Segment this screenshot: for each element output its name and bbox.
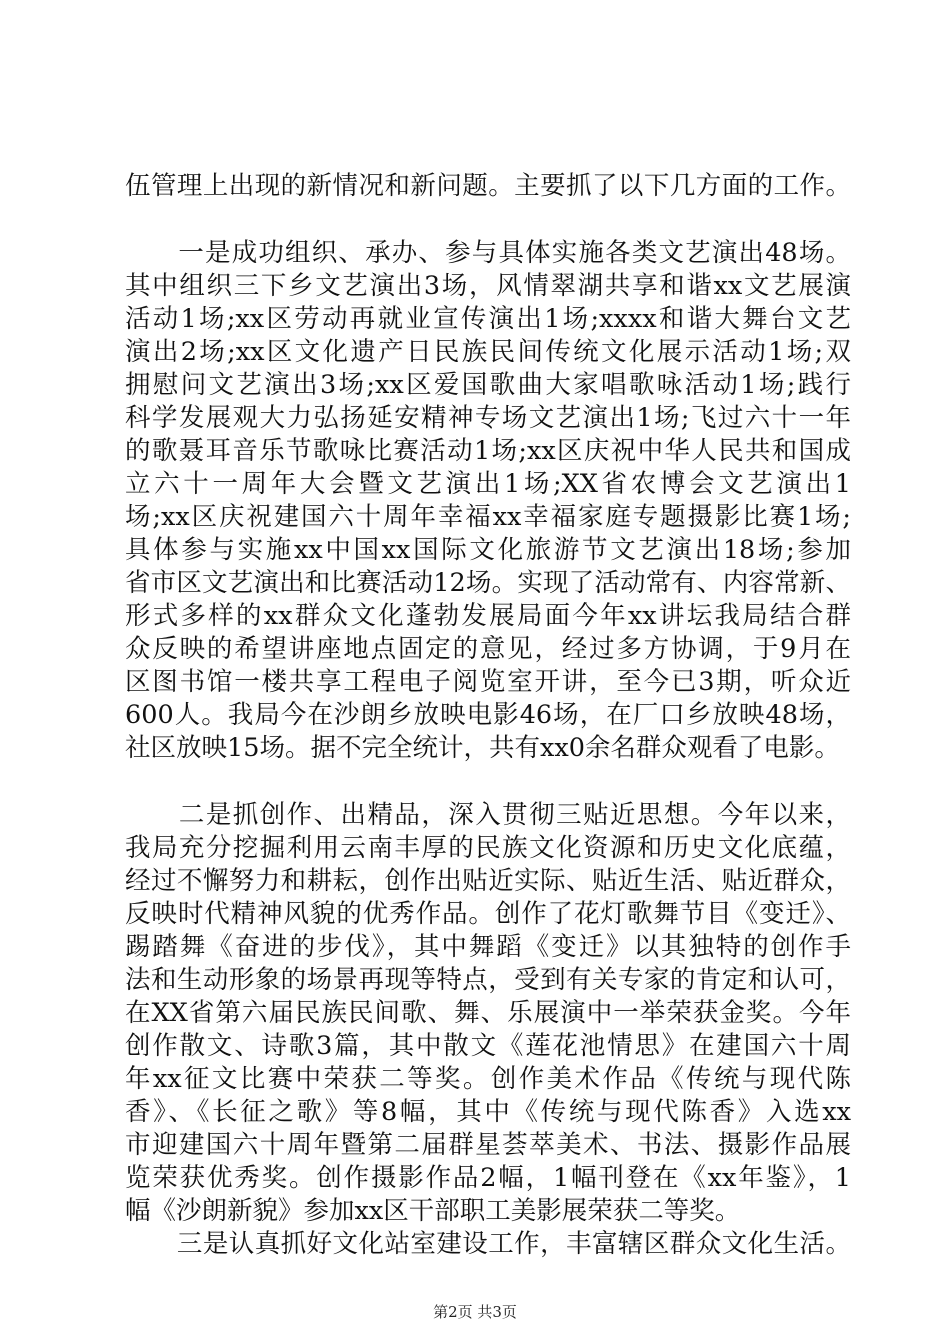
paragraph-gap [125,203,851,237]
text-line: 600人。我局今在沙朗乡放映电影46场，在厂口乡放映48场， [125,700,851,730]
text-line: 市迎建国六十周年暨第二届群星荟萃美术、书法、摄影作品展 [125,1130,851,1160]
text-line: 形式多样的xx群众文化蓬勃发展局面今年xx讲坛我局结合群 [125,601,851,631]
text-line: 场;xx区庆祝建国六十周年幸福xx幸福家庭专题摄影比赛1场; [125,502,851,532]
text-line: 在XX省第六届民族民间歌、舞、乐展演中一举荣获金奖。今年 [125,998,851,1028]
text-line: 经过不懈努力和耕耘，创作出贴近实际、贴近生活、贴近群众， [125,866,851,896]
text-line: 区图书馆一楼共享工程电子阅览室开讲，至今已3期，听众近 [125,667,851,697]
text-line: 具体参与实施xx中国xx国际文化旅游节文艺演出18场;参加 [125,535,851,565]
text-line: 的歌聂耳音乐节歌咏比赛活动1场;xx区庆祝中华人民共和国成 [125,436,851,466]
text-line: 年xx征文比赛中荣获二等奖。创作美术作品《传统与现代陈 [125,1064,851,1094]
text-line: 览荣获优秀奖。创作摄影作品2幅，1幅刊登在《xx年鉴》，1 [125,1163,851,1193]
document-body [125,170,851,1261]
text-line: 伍管理上出现的新情况和新问题。主要抓了以下几方面的工作。 [125,171,851,201]
text-line: 演出2场;xx区文化遗产日民族民间传统文化展示活动1场;双 [125,337,851,367]
text-line: 我局充分挖掘利用云南丰厚的民族文化资源和历史文化底蕴， [125,833,851,863]
text-line: 活动1场;xx区劳动再就业宣传演出1场;xxxx和谐大舞台文艺 [125,304,851,334]
text-line: 法和生动形象的场景再现等特点，受到有关专家的肯定和认可， [125,965,851,995]
text-line: 省市区文艺演出和比赛活动12场。实现了活动常有、内容常新、 [125,568,851,598]
text-line: 一是成功组织、承办、参与具体实施各类文艺演出48场。 [125,238,851,268]
text-line: 二是抓创作、出精品，深入贯彻三贴近思想。今年以来， [125,800,851,830]
text-line: 众反映的希望讲座地点固定的意见，经过多方协调，于9月在 [125,634,851,664]
text-line: 香》、《长征之歌》等8幅，其中《传统与现代陈香》入选xx [125,1097,851,1127]
paragraph-stations [125,1228,851,1261]
text-line: 踢踏舞《奋进的步伐》，其中舞蹈《变迁》以其独特的创作手 [125,932,851,962]
text-line: 社区放映15场。据不完全统计，共有xx0余名群众观看了电影。 [125,733,840,763]
text-line: 立六十一周年大会暨文艺演出1场;XX省农博会文艺演出1 [125,469,851,499]
text-line: 创作散文、诗歌3篇，其中散文《莲花池情思》在建国六十周 [125,1031,851,1061]
text-line: 科学发展观大力弘扬延安精神专场文艺演出1场;飞过六十一年 [125,403,851,433]
paragraph-continuation [125,170,851,203]
paragraph-gap [125,765,851,799]
paragraph-performances [125,237,851,765]
text-line: 拥慰问文艺演出3场;xx区爱国歌曲大家唱歌咏活动1场;践行 [125,370,851,400]
paragraph-creation [125,799,851,1228]
text-line: 反映时代精神风貌的优秀作品。创作了花灯歌舞节目《变迁》、 [125,899,851,929]
text-line: 其中组织三下乡文艺演出3场，风情翠湖共享和谐xx文艺展演 [125,271,851,301]
text-line: 幅《沙朗新貌》参加xx区干部职工美影展荣获二等奖。 [125,1196,741,1226]
text-line: 三是认真抓好文化站室建设工作，丰富辖区群众文化生活。 [125,1229,851,1259]
page-footer: 第2页 共3页 [433,1303,517,1321]
